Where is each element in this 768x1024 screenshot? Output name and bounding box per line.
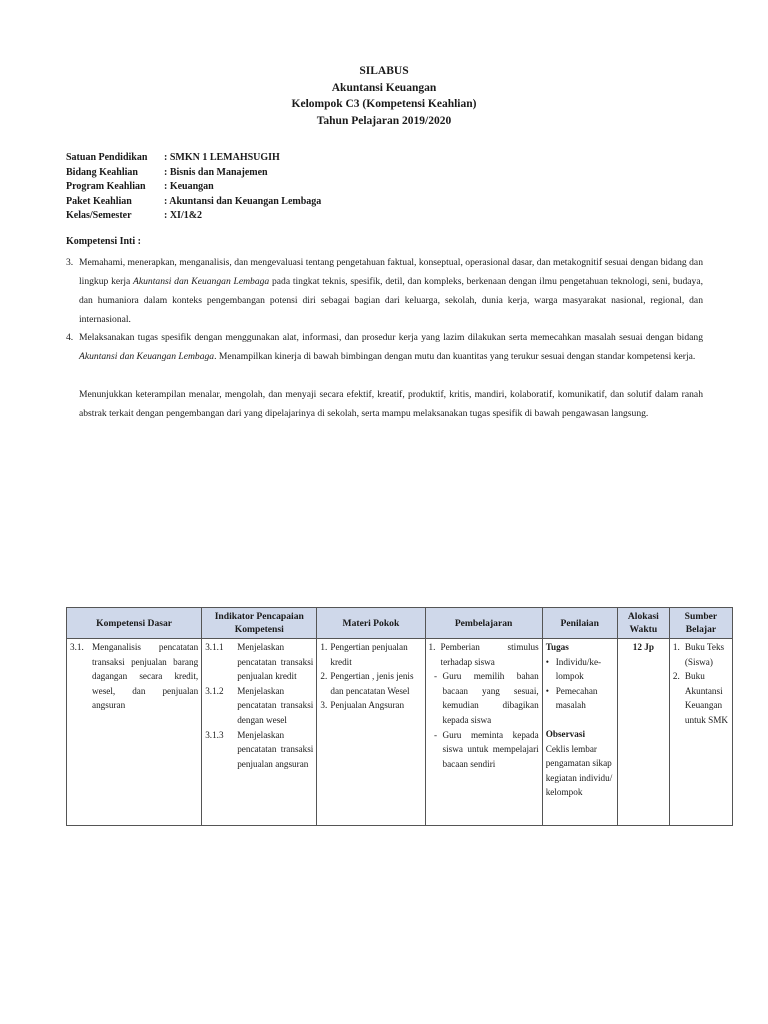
title-group: Kelompok C3 (Kompetensi Keahlian): [291, 98, 477, 110]
school-info: [66, 151, 321, 224]
cell-pembelajaran: [425, 639, 542, 826]
col-alokasi-waktu: Alokasi Waktu: [617, 608, 669, 639]
materi-number: 2.: [320, 671, 328, 682]
ki-number: 4.: [66, 332, 74, 343]
info-row: [66, 166, 321, 181]
cell-penilaian: [542, 639, 617, 826]
cell-kompetensi-dasar: [67, 639, 202, 826]
indikator-item: [205, 684, 313, 728]
pembelajaran-item: [429, 640, 539, 669]
col-sumber-belajar: Sumber Belajar: [669, 608, 732, 639]
ki-text-part: . Menampilkan kinerja di bawah bimbingan dengan mutu dan kuantitas yang terukur sesuai dengan standar kompetensi kerja.: [214, 351, 696, 362]
pembelajaran-subitem: [429, 728, 539, 772]
indikator-item: [205, 728, 313, 772]
cell-indikator: [202, 639, 317, 826]
info-value: : XI/1&2: [164, 210, 203, 221]
sumber-text: Buku Teks (Siswa): [684, 642, 725, 667]
ki-text: [66, 253, 703, 329]
indikator-number: 3.1.3: [205, 729, 224, 740]
table-row: [67, 639, 733, 826]
pembelajaran-subitem: [429, 669, 539, 727]
bullet-icon: •: [545, 656, 549, 667]
cell-alokasi-waktu: 12 Jp: [617, 639, 669, 826]
info-value: : SMKN 1 LEMAHSUGIH: [164, 152, 280, 163]
kd-number: 3.1.: [70, 642, 84, 652]
pembelajaran-dash: -: [433, 671, 438, 682]
info-label: Satuan Pendidikan: [66, 152, 148, 163]
ki-text: Menunjukkan keterampilan menalar, mengolah, dan menyaji secara efektif, kreatif, produktif, kritis, mandiri, kolaboratif, komunikatif, dan solutif dalam ranah abstrak terkait dengan pengembangan dari yang dipelajarinya di sekolah, serta mampu melaksanakan tugas spesifik di bawah pengawasan langsung.: [79, 389, 703, 419]
cell-materi-pokok: [317, 639, 425, 826]
kompetensi-inti-3: [66, 253, 703, 329]
info-value: : Keuangan: [164, 181, 214, 192]
sumber-item: [673, 640, 729, 669]
ki-text-part: Memahami, menerapkan, menganalisis, dan mengevaluasi tentang pengetahuan faktual, konseptual, operasional dasar, dan metakognitif sesuai dengan bidang dan lingkup kerja: [79, 257, 703, 287]
kompetensi-inti-4-continued: [66, 385, 703, 423]
col-materi-pokok: Materi Pokok: [317, 608, 425, 639]
kompetensi-inti-heading: Kompetensi Inti :: [66, 236, 141, 247]
sumber-item: [673, 669, 729, 727]
kompetensi-inti-4: [66, 328, 703, 366]
info-value: : Bisnis dan Manajemen: [164, 166, 268, 178]
indikator-number: 3.1.2: [205, 685, 224, 696]
silabus-table: [66, 607, 733, 826]
ki-text-italic: Akuntansi dan Keuangan Lembaga: [133, 276, 270, 287]
col-kompetensi-dasar: Kompetensi Dasar: [67, 608, 202, 639]
materi-item: [320, 698, 421, 713]
penilaian-item-text: Individu/ke-lompok: [555, 656, 602, 682]
materi-text: Pengertian , jenis jenis dan pencatatan Wesel: [330, 671, 414, 696]
ki-text: [66, 328, 703, 366]
table-header-row: [67, 608, 733, 639]
penilaian-tugas-title: Tugas: [545, 642, 569, 652]
bullet-icon: •: [545, 685, 549, 696]
title-silabus: SILABUS: [359, 65, 409, 77]
materi-text: Penjualan Angsuran: [330, 700, 405, 711]
kd-text: Menganalisis pencatatan transaksi penjualan barang dagangan secara kredit, wesel, dan penjualan angsuran: [92, 642, 199, 711]
info-row: [66, 195, 321, 210]
sumber-number: 1.: [672, 642, 680, 652]
materi-number: 1.: [320, 642, 328, 652]
ki-text-part: Melaksanakan tugas spesifik dengan menggunakan alat, informasi, dan prosedur kerja yang lazim dilakukan serta memecahkan masalah sesuai dengan bidang: [79, 332, 703, 343]
sumber-text: Buku Akuntansi Keuangan untuk SMK: [684, 671, 729, 725]
pembelajaran-subtext: Guru meminta kepada siswa untuk mempelajari bacaan sendiri: [442, 729, 539, 769]
indikator-item: [205, 640, 313, 684]
sumber-number: 2.: [672, 671, 680, 682]
indikator-text: Menjelaskan pencatatan transaksi penjualan angsuran: [237, 729, 314, 769]
ki-text-italic: Akuntansi dan Keuangan Lembaga: [79, 351, 215, 362]
materi-text: Pengertian penjualan kredit: [330, 642, 408, 667]
document-title: [0, 63, 768, 129]
materi-number: 3.: [320, 700, 328, 711]
title-year: Tahun Pelajaran 2019/2020: [316, 114, 452, 127]
info-row: [66, 180, 321, 195]
materi-item: [320, 640, 421, 669]
ki-number: 3.: [66, 257, 74, 268]
penilaian-observasi-title: Observasi: [545, 728, 585, 739]
ki-text-part: pada tingkat teknis, spesifik, detil, dan kompleks, berkenaan dengan ilmu pengetahuan teknologi, seni, budaya, dan humaniora dalam konteks pengembangan potensi diri sebagai bagian dari keluarga, sekolah, dunia kerja, warga masyarakat nasional, regional, dan internasional.: [79, 276, 703, 325]
info-row: [66, 151, 321, 166]
penilaian-item-text: Pemecahan masalah: [555, 685, 598, 711]
col-indikator: Indikator Pencapaian Kompetensi: [202, 608, 317, 639]
info-label: Paket Keahlian: [66, 195, 132, 207]
indikator-text: Menjelaskan pencatatan transaksi penjualan kredit: [237, 642, 314, 682]
info-value: : Akuntansi dan Keuangan Lembaga: [164, 195, 322, 207]
info-label: Program Keahlian: [66, 181, 146, 192]
spacer: [546, 713, 614, 727]
info-label: Bidang Keahlian: [66, 166, 138, 178]
col-penilaian: Penilaian: [542, 608, 617, 639]
pembelajaran-text: Pemberian stimulus terhadap siswa: [440, 642, 539, 667]
indikator-text: Menjelaskan pencatatan transaksi dengan wesel: [237, 685, 314, 725]
info-label: Kelas/Semester: [66, 210, 132, 221]
penilaian-item: [546, 655, 614, 684]
title-subject: Akuntansi Keuangan: [331, 81, 437, 94]
materi-item: [320, 669, 421, 698]
penilaian-item: [546, 684, 614, 713]
pembelajaran-number: 1.: [428, 642, 436, 652]
pembelajaran-subtext: Guru memilih bahan bacaan yang sesuai, kemudian dibagikan kepada siswa: [442, 671, 539, 725]
cell-sumber-belajar: [669, 639, 732, 826]
indikator-number: 3.1.1: [205, 642, 224, 652]
info-row: [66, 209, 321, 224]
kd-item: [70, 640, 198, 713]
penilaian-observasi-text: Ceklis lembar pengamatan sikap kegiatan individu/ kelompok: [545, 743, 613, 798]
pembelajaran-dash: -: [433, 729, 438, 740]
col-pembelajaran: Pembelajaran: [425, 608, 542, 639]
